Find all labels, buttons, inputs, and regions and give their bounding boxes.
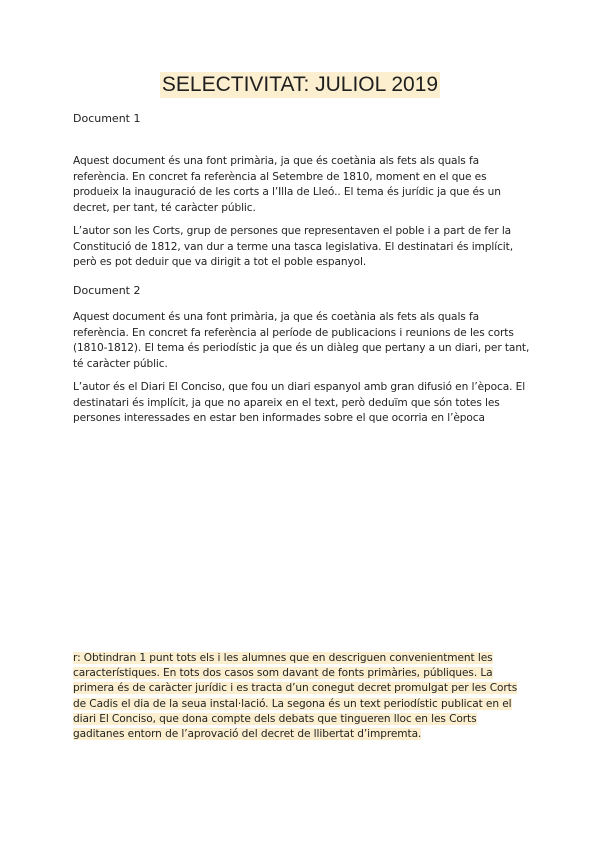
document-1-paragraph-2: L’autor son les Corts, grup de persones que representaven el poble i a part de fer la Constitució de 1812, van dur a terme una tasca legislativa. El destinatari és implícit, però es pot deduir que va dirigit a tot el poble espanyol. (73, 225, 513, 269)
document-2-label: Document 2 (73, 284, 141, 297)
answer-text: r: Obtindran 1 punt tots els i les alumnes que en descriguen convenientment les característiques. En tots dos casos som davant de fonts primàries, públiques. La primera és de caràcter jurídic i es tracta d’un conegut decret promulgat per les Corts de Cadis el dia de la seua instal·lació. La segona és un text periodístic publicat en el diari El Conciso, que dona compte dels debats que tingueren lloc en les Corts gaditanes entorn de l’aprovació del decret de llibertat d’impremta. (73, 652, 518, 741)
document-2-paragraph-1: Aquest document és una font primària, ja que és coetània als fets als quals fa referència. En concret fa referència al període de publicacions i reunions de les corts (1810-1812). El tema és periodístic ja que és un diàleg que pertany a un diari, per tant, té caràcter públic. (73, 311, 530, 370)
answer-block (73, 651, 523, 742)
title-container (0, 72, 600, 98)
document-1-label: Document 1 (73, 112, 141, 125)
document-2-paragraph-2: L’autor és el Diari El Conciso, que fou un diari espanyol amb gran difusió en l’època. El destinatari és implícit, ja que no apareix en el text, però deduïm que són totes les persones interessades en estar ben informades sobre el que ocorria en l’època (73, 381, 526, 425)
page-title: SELECTIVITAT: JULIOL 2019 (161, 73, 439, 96)
document-1-paragraph-1: Aquest document és una font primària, ja que és coetània als fets als quals fa referència. En concret fa referència al Setembre de 1810, moment en el que es produeix la inauguració de les corts a l’Illa de Lleó.. El tema és jurídic ja que és un decret, per tant, té caràcter públic. (73, 155, 501, 214)
